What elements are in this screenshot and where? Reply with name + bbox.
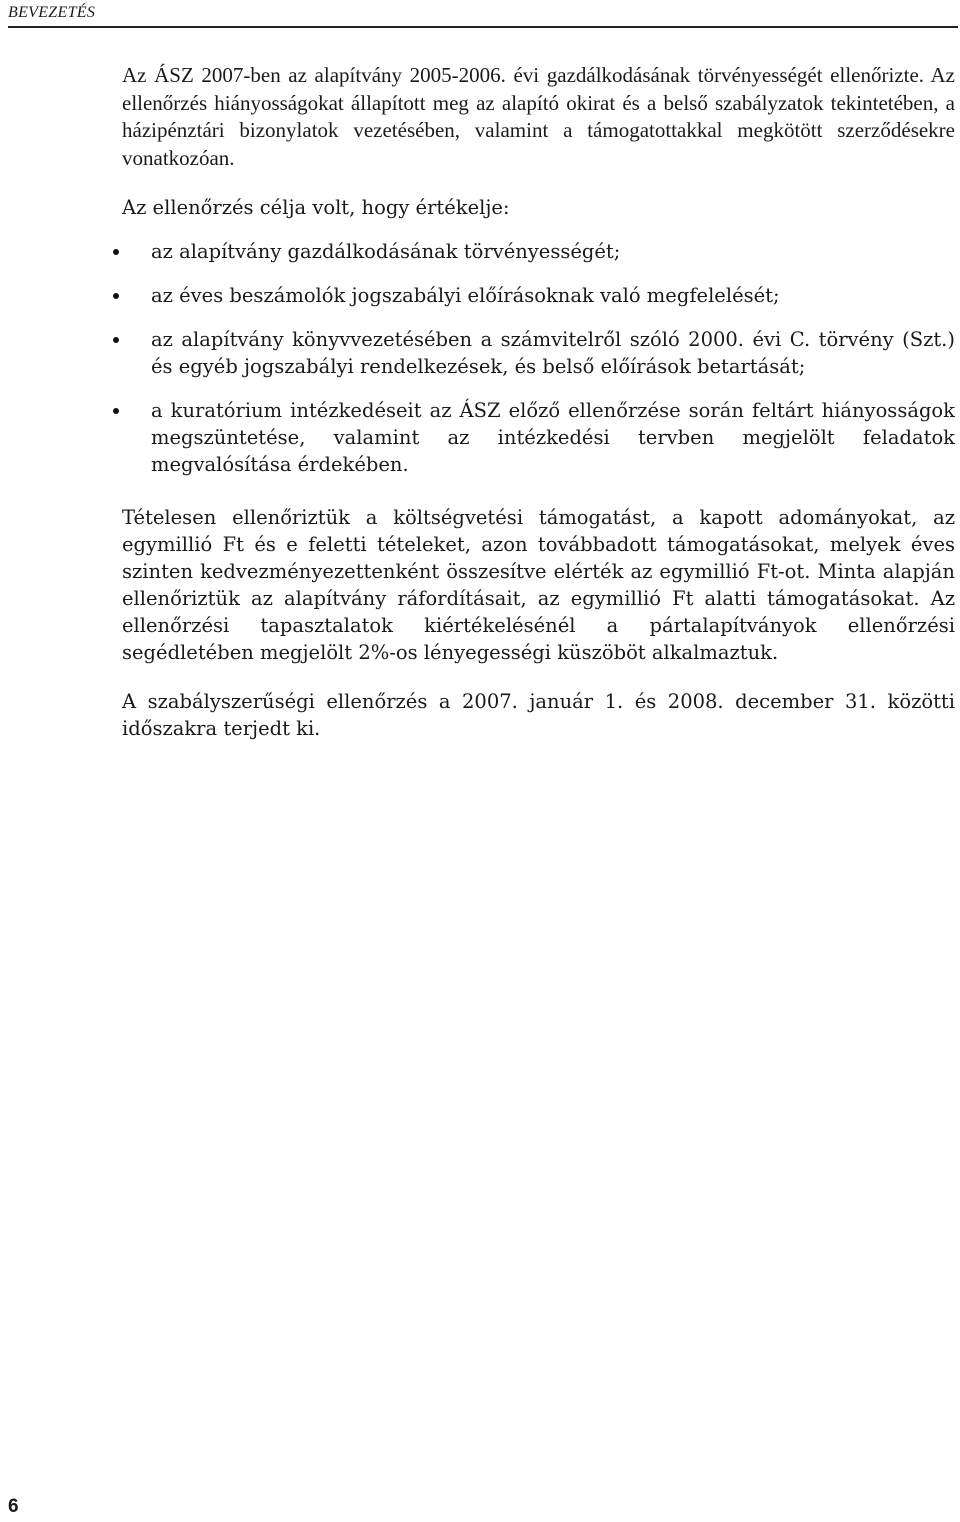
list-item [122,326,955,380]
list-item [122,282,955,309]
bullet-icon [113,293,119,299]
list-item-text: az alapítvány gazdálkodásának törvényességét; [151,240,621,263]
bullet-icon [113,249,119,255]
list-item-text: az alapítvány könyvvezetésében a számvitelről szóló 2000. évi C. törvény (Szt.) és egyéb jogszabályi rendelkezések, és belső előírások betartását; [151,328,955,378]
page-number: 6 [8,1496,19,1517]
list-item-text: a kuratórium intézkedéseit az ÁSZ előző ellenőrzése során feltárt hiányosságok megszüntetése, valamint az intézkedési tervben megjelölt feladatok megvalósítása érdekében. [151,399,955,476]
list-item [122,238,955,265]
section-title: BEVEZETÉS [8,4,96,21]
bullet-icon [113,408,119,414]
page-header [8,4,958,28]
list-item-text: az éves beszámolók jogszabályi előírásoknak való megfelelését; [151,284,780,307]
period-paragraph: A szabályszerűségi ellenőrzés a 2007. január 1. és 2008. december 31. közötti időszakra terjedt ki. [122,690,955,740]
method-paragraph: Tételesen ellenőriztük a költségvetési támogatást, a kapott adományokat, az egymillió Ft és e feletti tételeket, azon továbbadott támogatásokat, melyek éves szinten kedvezményezettenként összesítve elérték az egymillió Ft-ot. Minta alapján ellenőriztük az alapítvány ráfordításait, az egymillió Ft alatti támogatásokat. Az ellenőrzési tapasztalatok kiértékelésénél a pártalapítványok ellenőrzési segédletében megjelölt 2%-os lényegességi küszöböt alkalmaztuk. [122,506,955,664]
bullet-icon [113,337,119,343]
list-item [122,397,955,478]
aim-paragraph: Az ellenőrzés célja volt, hogy értékelje: [122,196,510,219]
document-body [122,62,955,742]
aim-list [122,238,955,478]
intro-paragraph: Az ÁSZ 2007-ben az alapítvány 2005-2006. évi gazdálkodásának törvényességét ellenőrizte. Az ellenőrzés hiányosságokat állapított meg az alapító okirat és a belső szabályzatok tekintetében, a házipénztári bizonylatok vezetésében, valamint a támogatottakkal megkötött szerződésekre vonatkozóan. [122,63,955,170]
